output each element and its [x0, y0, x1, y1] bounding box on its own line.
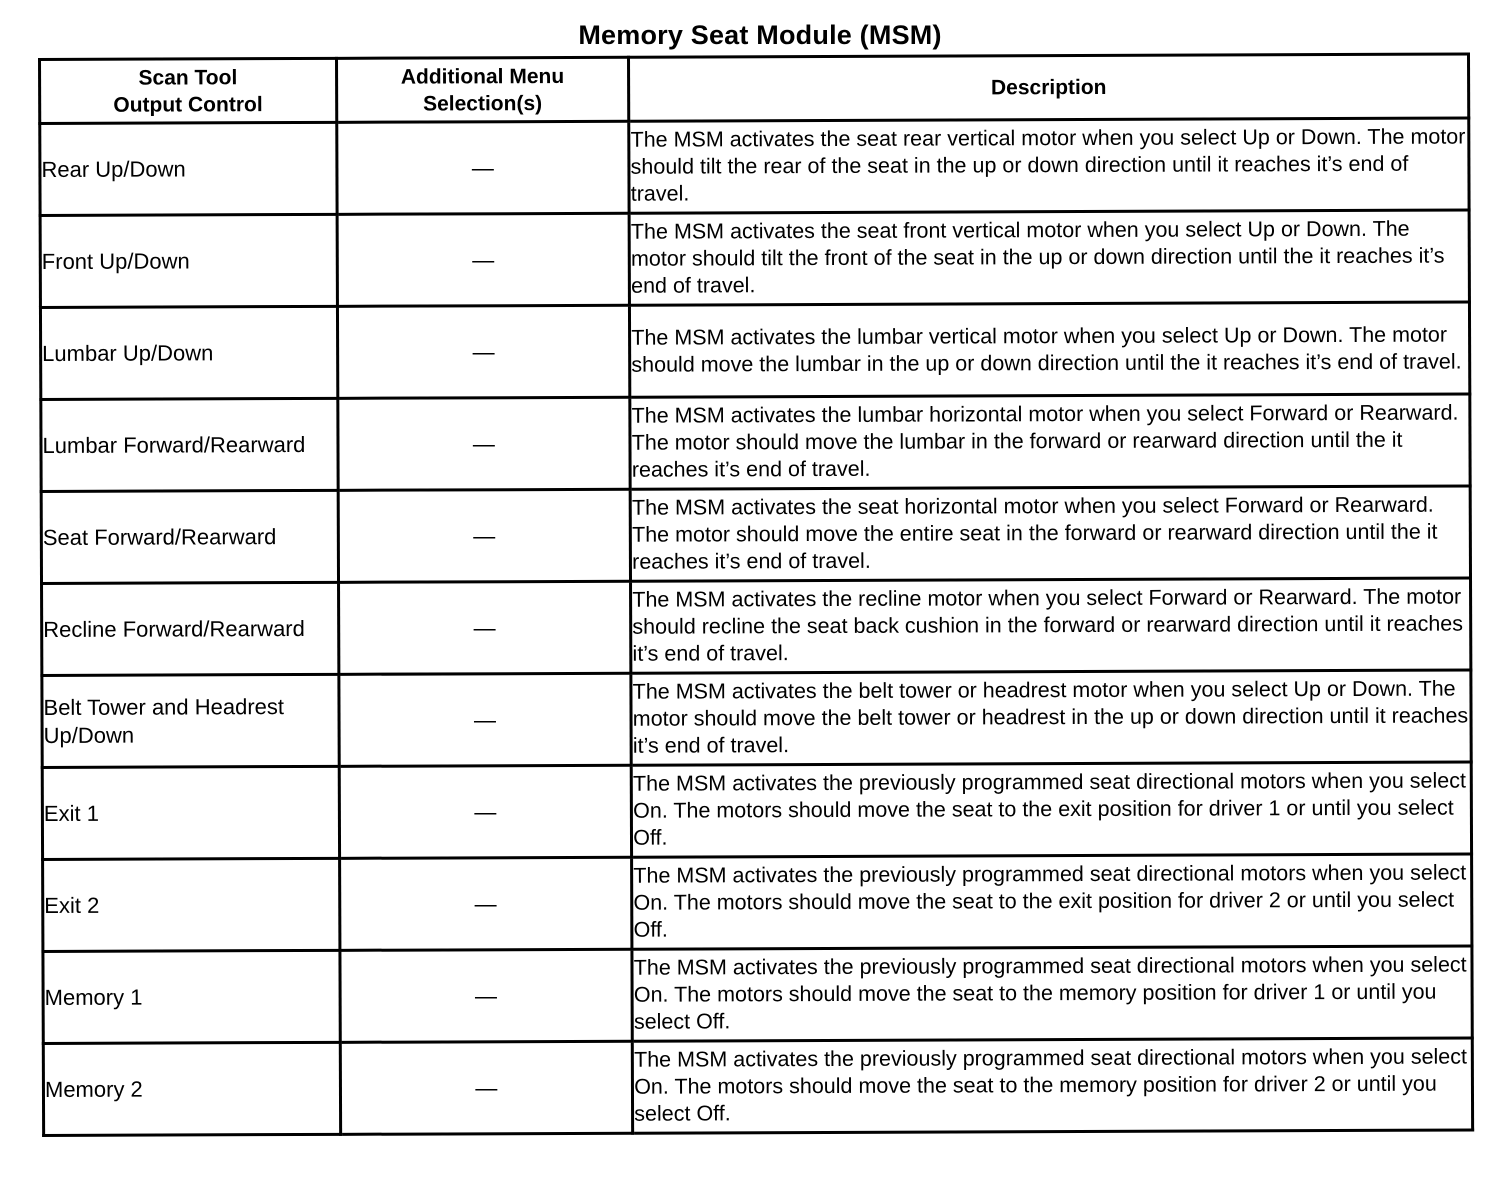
header-control-line-1: Scan Tool: [138, 65, 238, 90]
menu-selection-cell: —: [337, 305, 630, 398]
table-row: [41, 486, 1470, 583]
description-cell: The MSM activates the lumbar horizontal motor when you select Forward or Rearward. The motor should move the lumbar in the forward or rearward direction until the it reaches it’s end of travel.: [630, 394, 1470, 489]
output-control-cell: Seat Forward/Rearward: [41, 490, 338, 583]
table-row: [40, 302, 1469, 399]
menu-selection-cell: —: [339, 857, 632, 950]
table-row: [42, 578, 1471, 675]
output-control-cell: Memory 1: [43, 950, 340, 1043]
header-control-line-2: Output Control: [113, 92, 263, 117]
table-row: [40, 118, 1469, 215]
output-control-cell: Belt Tower and Headrest Up/Down: [42, 674, 339, 767]
menu-selection-cell: —: [336, 121, 629, 214]
menu-selection-cell: —: [340, 1041, 633, 1134]
header-menu-line-1: Additional Menu: [400, 64, 565, 89]
output-control-cell: Recline Forward/Rearward: [42, 582, 339, 675]
output-control-cell: Exit 2: [43, 858, 340, 951]
header-description: Description: [629, 54, 1469, 121]
menu-selection-cell: —: [337, 213, 630, 306]
table-row: [43, 1038, 1472, 1135]
description-cell: The MSM activates the seat horizontal motor when you select Forward or Rearward. The motor should move the entire seat in the forward or rearward direction until the it reaches it’s end of travel.: [630, 486, 1470, 581]
menu-selection-cell: —: [338, 489, 631, 582]
table-row: [42, 762, 1471, 859]
menu-selection-cell: —: [340, 949, 633, 1042]
output-control-cell: Rear Up/Down: [40, 122, 337, 215]
description-cell: The MSM activates the previously programmed seat directional motors when you select On. The motors should move the seat to the exit position for driver 1 or until you select Off.: [631, 762, 1471, 857]
output-control-cell: Lumbar Up/Down: [40, 306, 337, 399]
menu-selection-cell: —: [339, 765, 632, 858]
table-row: [43, 854, 1472, 951]
menu-selection-cell: —: [337, 397, 630, 490]
page-title: Memory Seat Module (MSM): [578, 20, 942, 50]
menu-selection-cell: —: [338, 581, 631, 674]
table-row: [41, 394, 1470, 491]
output-control-cell: Lumbar Forward/Rearward: [41, 398, 338, 491]
description-cell: The MSM activates the belt tower or headrest motor when you select Up or Down. The motor should move the belt tower or headrest in the up or down direction until it reaches it’s end of travel.: [631, 670, 1471, 765]
description-cell: The MSM activates the previously programmed seat directional motors when you select On. The motors should move the seat to the memory position for driver 2 or until you select Off.: [632, 1038, 1472, 1133]
description-cell: The MSM activates the lumbar vertical motor when you select Up or Down. The motor should move the lumbar in the up or down direction until the it reaches it’s end of travel.: [630, 302, 1470, 397]
header-scan-tool-output-control: [40, 58, 337, 123]
msm-output-control-table: [38, 53, 1474, 1137]
description-cell: The MSM activates the previously programmed seat directional motors when you select On. The motors should move the seat to the memory position for driver 1 or until you select Off.: [632, 946, 1472, 1041]
output-control-cell: Exit 1: [42, 766, 339, 859]
header-menu-line-2: Selection(s): [423, 91, 543, 116]
description-cell: The MSM activates the seat rear vertical motor when you select Up or Down. The motor should tilt the rear of the seat in the up or down direction until it reaches it’s end of travel.: [629, 118, 1469, 213]
output-control-cell: Front Up/Down: [40, 214, 337, 307]
description-cell: The MSM activates the recline motor when you select Forward or Rearward. The motor should recline the seat back cushion in the forward or rearward direction until it reaches it’s end of travel.: [631, 578, 1471, 673]
table-row: [43, 946, 1472, 1043]
table-row: [40, 210, 1469, 307]
description-cell: The MSM activates the seat front vertical motor when you select Up or Down. The motor should tilt the front of the seat in the up or down direction until the it reaches it’s end of travel.: [629, 210, 1469, 305]
description-cell: The MSM activates the previously programmed seat directional motors when you select On. The motors should move the seat to the exit position for driver 2 or until you select Off.: [632, 854, 1472, 949]
table-header-row: [40, 54, 1469, 123]
menu-selection-cell: —: [338, 673, 631, 766]
output-control-cell: Memory 2: [43, 1042, 340, 1135]
header-additional-menu-selections: [336, 57, 629, 122]
table-row: [42, 670, 1471, 767]
